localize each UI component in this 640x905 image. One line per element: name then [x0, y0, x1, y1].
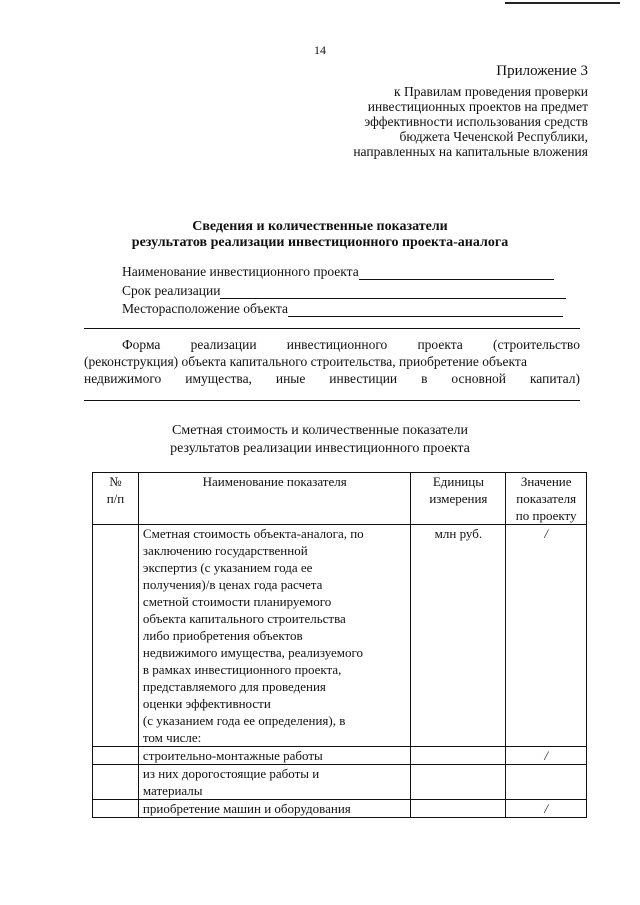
row-value: / [506, 800, 587, 818]
form-paragraph [84, 336, 580, 387]
rules-line: направленных на капитальные вложения [353, 144, 588, 159]
form-line-1: Форма реализации инвестиционного проекта (строительство [122, 337, 580, 352]
field-blank [288, 303, 563, 317]
page-number: 14 [314, 43, 326, 57]
field-label: Срок реализации [122, 283, 221, 298]
field-label: Месторасположение объекта [122, 301, 288, 316]
indicators-table [92, 472, 587, 818]
appendix-rules [268, 84, 588, 159]
subtitle-line: результатов реализации инвестиционного проекта [170, 441, 470, 456]
header-num: № п/п [93, 473, 139, 525]
appendix-title: Приложение 3 [496, 63, 588, 79]
row-name: Сметная стоимость объекта-аналога, по заключению государственной экспертиз (с указанием года ее получения)/в ценах года расчета сметной стоимости планируемого объекта капитального строительства либо приобретения объектов недвижимого имущества, реализуемого в рамках инвестиционного проекта, представляемого для проведения оценки эффективности (с указанием года ее определения), в том числе: [138, 525, 411, 747]
field-location [122, 301, 563, 317]
row-name: приобретение машин и оборудования [138, 800, 411, 818]
row-unit: млн руб. [411, 525, 506, 747]
title-line: результатов реализации инвестиционного проекта-аналога [131, 235, 509, 250]
row-value: / [506, 525, 587, 747]
form-line-2: (реконструкция) объекта капитального строительства, приобретение объекта [84, 354, 527, 369]
title-line: Сведения и количественные показатели [192, 219, 448, 234]
table-row [93, 800, 587, 818]
header-unit: Единицы измерения [411, 473, 506, 525]
rules-line: эффективности использования средств [364, 114, 588, 129]
field-project-name [122, 264, 554, 280]
table-row [93, 525, 587, 747]
row-num [93, 747, 139, 765]
row-num [93, 800, 139, 818]
form-line-3: недвижимого имущества, иные инвестиции в основной капитал) [84, 371, 580, 386]
separator-line [84, 328, 580, 329]
row-unit [411, 747, 506, 765]
rules-line: к Правилам проведения проверки [394, 84, 588, 99]
rules-line: инвестиционных проектов на предмет [367, 99, 588, 114]
top-rule [505, 2, 620, 4]
rules-line: бюджета Чеченской Республики, [399, 129, 588, 144]
row-num [93, 765, 139, 800]
field-label: Наименование инвестиционного проекта [122, 264, 359, 279]
row-unit [411, 800, 506, 818]
header-value: Значение показателя по проекту [506, 473, 587, 525]
field-blank [220, 285, 566, 299]
table-subtitle [0, 422, 640, 458]
field-blank [359, 266, 554, 280]
header-name: Наименование показателя [138, 473, 411, 525]
row-name: строительно-монтажные работы [138, 747, 411, 765]
table-header-row [93, 473, 587, 525]
document-title [0, 219, 640, 251]
row-unit [411, 765, 506, 800]
row-num [93, 525, 139, 747]
table-row [93, 747, 587, 765]
row-name: из них дорогостоящие работы и материалы [138, 765, 411, 800]
field-term [122, 283, 566, 299]
row-value: / [506, 747, 587, 765]
table-row [93, 765, 587, 800]
row-value [506, 765, 587, 800]
subtitle-line: Сметная стоимость и количественные показатели [172, 423, 468, 438]
separator-line [84, 400, 580, 401]
